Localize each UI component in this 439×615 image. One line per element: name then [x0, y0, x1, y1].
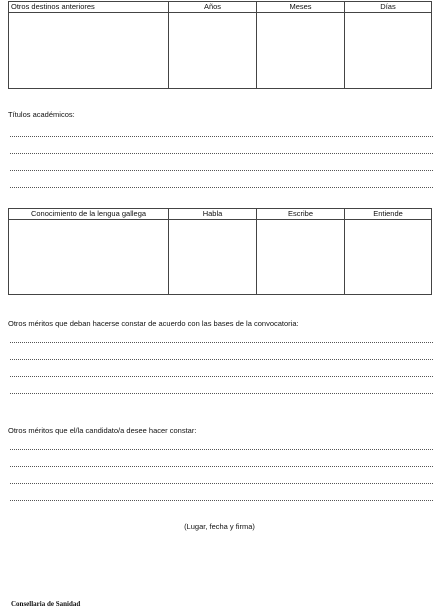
writes-cell[interactable] — [257, 220, 345, 295]
academic-titles-line-1[interactable] — [10, 136, 433, 137]
column-header-days: Días — [345, 2, 432, 13]
merits-bases-line-2[interactable] — [10, 359, 433, 360]
speaks-cell[interactable] — [169, 220, 257, 295]
academic-titles-label: Títulos académicos: — [8, 110, 75, 119]
table-header-row — [9, 2, 432, 13]
column-header-months: Meses — [257, 2, 345, 13]
years-cell[interactable] — [169, 13, 257, 89]
language-cell[interactable] — [9, 220, 169, 295]
academic-titles-line-3[interactable] — [10, 170, 433, 171]
merits-candidate-line-4[interactable] — [10, 500, 433, 501]
merits-bases-label: Otros méritos que deban hacerse constar de acuerdo con las bases de la convocatoria: — [8, 319, 299, 328]
merits-bases-line-3[interactable] — [10, 376, 433, 377]
previous-destinations-table — [8, 1, 432, 89]
table-header-row — [9, 209, 432, 220]
column-header-language: Conocimiento de la lengua gallega — [9, 209, 169, 220]
table-body-row — [9, 220, 432, 295]
column-header-writes: Escribe — [257, 209, 345, 220]
merits-candidate-line-1[interactable] — [10, 449, 433, 450]
destinations-cell[interactable] — [9, 13, 169, 89]
footer-department: Consellaria de Sanidad — [11, 600, 81, 608]
merits-candidate-line-3[interactable] — [10, 483, 433, 484]
merits-bases-line-4[interactable] — [10, 393, 433, 394]
table-body-row — [9, 13, 432, 89]
understands-cell[interactable] — [345, 220, 432, 295]
academic-titles-line-2[interactable] — [10, 153, 433, 154]
galician-language-table — [8, 208, 432, 295]
academic-titles-line-4[interactable] — [10, 187, 433, 188]
merits-bases-line-1[interactable] — [10, 342, 433, 343]
column-header-speaks: Habla — [169, 209, 257, 220]
days-cell[interactable] — [345, 13, 432, 89]
column-header-understands: Entiende — [345, 209, 432, 220]
months-cell[interactable] — [257, 13, 345, 89]
merits-candidate-label: Otros méritos que el/la candidato/a desee hacer constar: — [8, 426, 197, 435]
place-date-signature-label: (Lugar, fecha y firma) — [184, 522, 255, 531]
merits-candidate-line-2[interactable] — [10, 466, 433, 467]
column-header-destinations: Otros destinos anteriores — [9, 2, 169, 13]
column-header-years: Años — [169, 2, 257, 13]
